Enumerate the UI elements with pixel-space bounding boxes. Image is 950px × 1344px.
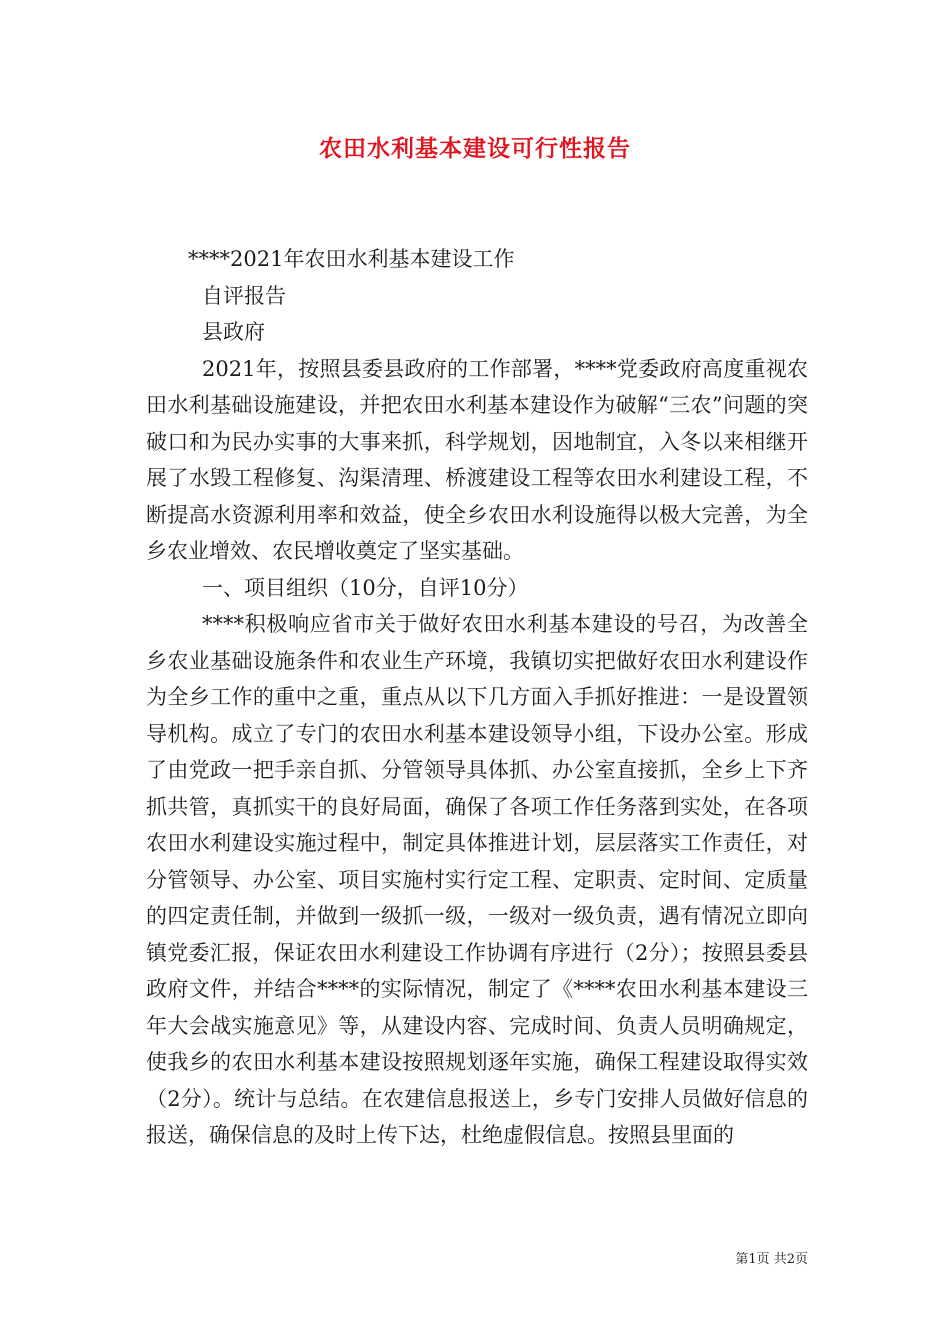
heading-line-3: 县政府 [202,320,265,344]
heading-line-2: 自评报告 [202,283,286,308]
document-title: 农田水利基本建设可行性报告 [319,135,631,162]
section-heading-project-organization: 一、项目组织（10分，自评10分） [202,575,529,600]
page-footer: 第1页 共2页 [735,1252,808,1267]
paragraph-project-organization: ****积极响应省市关于做好农田水利基本建设的号召，为改善全乡农业基础设施条件和农业生产环境，我镇切实把做好农田水利建设作为全乡工作的重中之重，重点从以下几方面入手抓好推进：一是设置领导机构。成立了专门的农田水利基本建设领导小组，下设办公室。形成了由党政一把手亲自抓、分管领导具体抓、办公室直接抓，全乡上下齐抓共管，真抓实干的良好局面，确保了各项工作任务落到实处，在各项农田水利建设实施过程中，制定具体推进计划，层层落实工作责任，对分管领导、办公室、项目实施村实行定工程、定职责、定时间、定质量的四定责任制，并做到一级抓一级，一级对一级负责，遇有情况立即向镇党委汇报，保证农田水利建设工作协调有序进行（2分）；按照县委县政府文件，并结合****的实际情况，制定了《****农田水利基本建设三年大会战实施意见》等，从建设内容、完成时间、负责人员明确规定，使我乡的农田水利基本建设按照规划逐年实施，确保工程建设取得实效（2分）。统计与总结。在农建信息报送上，乡专门安排人员做好信息的报送，确保信息的及时上传下达，杜绝虚假信息。按照县里面的 [146,612,808,1147]
heading-line-1: ****2021年农田水利基本建设工作 [188,247,515,271]
document-body [146,241,808,1154]
paragraph-intro: 2021年，按照县委县政府的工作部署，****党委政府高度重视农田水利基础设施建设，并把农田水利基本建设作为破解“三农”问题的突破口和为民办实事的大事来抓，科学规划，因地制宜，入冬以来相继开展了水毁工程修复、沟渠清理、桥渡建设工程等农田水利建设工程，不断提高水资源利用率和效益，使全乡农田水利设施得以极大完善，为全乡农业增效、农民增收奠定了坚实基础。 [146,356,808,563]
